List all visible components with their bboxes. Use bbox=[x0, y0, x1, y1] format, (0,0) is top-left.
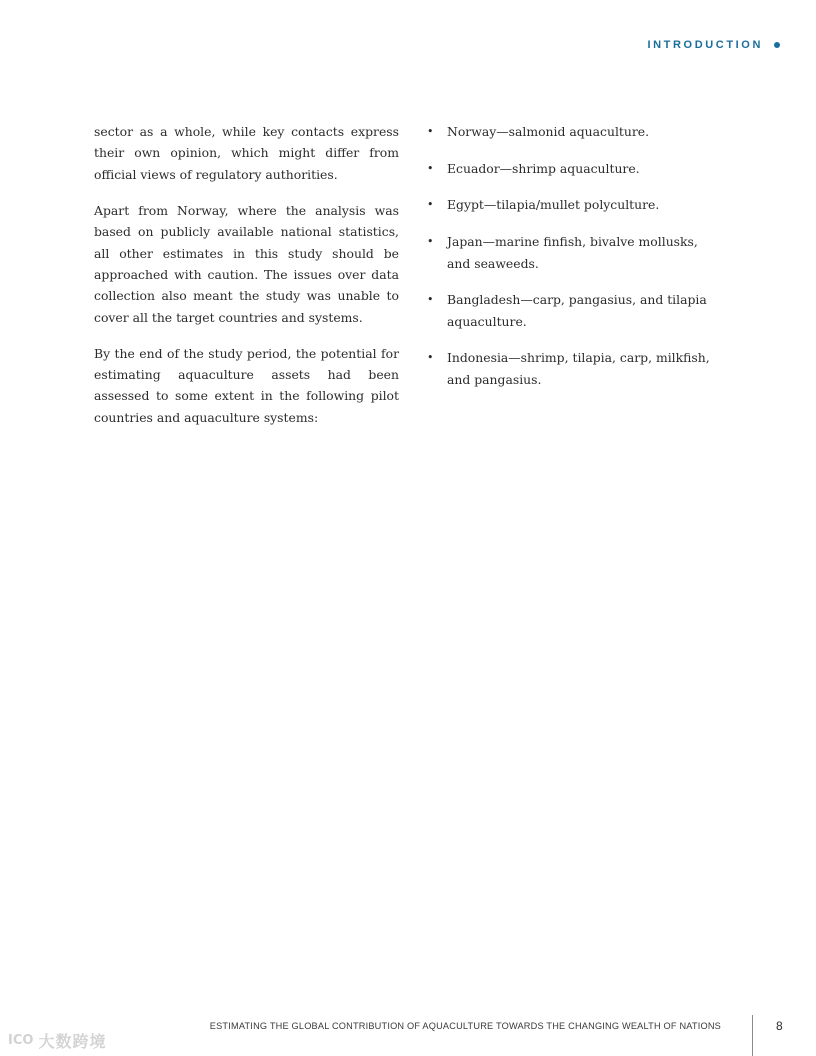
list-item bbox=[427, 121, 717, 142]
list-item bbox=[427, 289, 717, 332]
list-item-text: Japan—marine finfish, bivalve mollusks, and seaweeds. bbox=[447, 234, 698, 271]
section-dot-icon bbox=[774, 42, 780, 48]
list-item-text: Norway—salmonid aquaculture. bbox=[447, 124, 650, 139]
bullet-icon: • bbox=[427, 351, 434, 365]
bullet-icon: • bbox=[427, 125, 434, 138]
list-item-text: Egypt—tilapia/mullet polyculture. bbox=[447, 197, 660, 213]
list-item bbox=[427, 194, 717, 215]
section-header bbox=[647, 39, 780, 51]
bullet-icon: • bbox=[427, 293, 434, 307]
bullet-icon: • bbox=[427, 198, 434, 212]
paragraph: By the end of the study period, the potential for estimating aquaculture assets had been assessed to some extent in the following pilot countries and aquaculture systems: bbox=[94, 345, 399, 425]
list-item bbox=[427, 158, 717, 179]
bullet-icon: • bbox=[427, 235, 434, 249]
watermark-logo-icon: ICO bbox=[8, 1033, 34, 1048]
bullet-icon: • bbox=[427, 161, 434, 175]
footer-divider bbox=[752, 1015, 753, 1056]
list-item-text: Indonesia—shrimp, tilapia, carp, milkfish, and pangasius. bbox=[447, 350, 710, 387]
list-item bbox=[427, 231, 717, 274]
paragraph: sector as a whole, while key contacts express their own opinion, which might differ from official views of regulatory authorities. bbox=[94, 124, 399, 182]
watermark-text: 大数跨境 bbox=[38, 1032, 107, 1051]
pilot-countries-list bbox=[427, 121, 717, 405]
page-number: 8 bbox=[776, 1019, 783, 1033]
list-item-text: Ecuador—shrimp aquaculture. bbox=[447, 160, 640, 176]
list-item-text: Bangladesh—carp, pangasius, and tilapia aquaculture. bbox=[447, 292, 707, 329]
section-label: INTRODUCTION bbox=[647, 39, 763, 51]
watermark bbox=[8, 1029, 106, 1052]
footer-document-title: ESTIMATING THE GLOBAL CONTRIBUTION OF AQUACULTURE TOWARDS THE CHANGING WEALTH OF NATIONS bbox=[209, 1021, 721, 1031]
left-column bbox=[94, 121, 399, 443]
paragraph: Apart from Norway, where the analysis was based on publicly available national statistics, all other estimates in this study should be approached with caution. The issues over data collection also meant the study was unable to cover all the target countries and systems. bbox=[94, 202, 399, 325]
list-item bbox=[427, 347, 717, 390]
